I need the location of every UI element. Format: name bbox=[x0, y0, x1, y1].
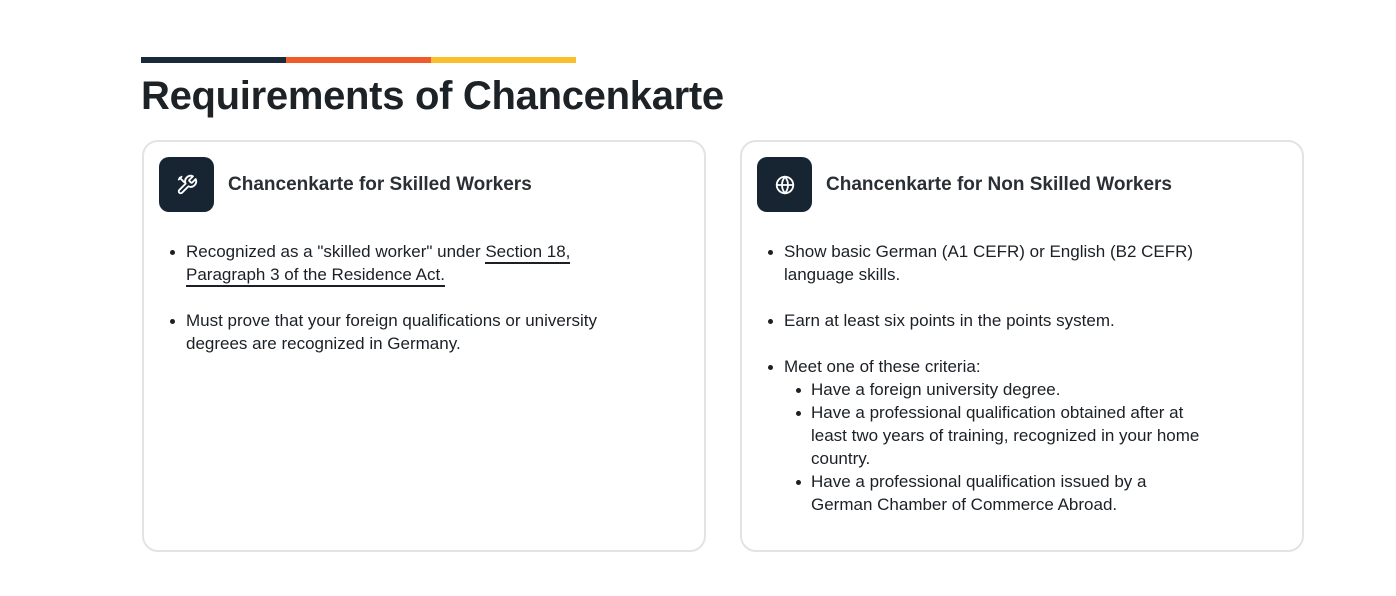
accent-segment-navy bbox=[141, 57, 286, 63]
list-item: Show basic German (A1 CEFR) or English (B2 CEFR) language skills. bbox=[766, 240, 1206, 286]
non-skilled-workers-card bbox=[740, 140, 1304, 552]
page-title: Requirements of Chancenkarte bbox=[141, 74, 724, 118]
globe-icon bbox=[757, 157, 812, 212]
list-item-text: Meet one of these criteria: bbox=[784, 357, 981, 376]
list-item: Earn at least six points in the points system. bbox=[766, 309, 1206, 332]
list-item bbox=[168, 240, 608, 286]
list-item-text: Recognized as a "skilled worker" under bbox=[186, 242, 486, 261]
criteria-item: Have a professional qualification obtained after at least two years of training, recognized in your home country. bbox=[784, 401, 1206, 470]
list-item bbox=[766, 355, 1206, 516]
skilled-workers-card bbox=[142, 140, 706, 552]
card-title: Chancenkarte for Non Skilled Workers bbox=[826, 174, 1172, 195]
criteria-list bbox=[784, 378, 1206, 516]
criteria-item: Have a foreign university degree. bbox=[784, 378, 1206, 401]
accent-bar bbox=[141, 57, 576, 63]
tools-icon bbox=[159, 157, 214, 212]
residence-act-link[interactable]: Section 18, Paragraph 3 of the Residence Act. bbox=[186, 242, 570, 287]
list-item: Must prove that your foreign qualifications or university degrees are recognized in Germany. bbox=[168, 309, 608, 355]
requirements-list bbox=[766, 240, 1206, 539]
requirements-list bbox=[168, 240, 608, 378]
accent-segment-orange bbox=[286, 57, 431, 63]
card-title: Chancenkarte for Skilled Workers bbox=[228, 174, 532, 195]
accent-segment-yellow bbox=[431, 57, 576, 63]
criteria-item: Have a professional qualification issued by a German Chamber of Commerce Abroad. bbox=[784, 470, 1206, 516]
